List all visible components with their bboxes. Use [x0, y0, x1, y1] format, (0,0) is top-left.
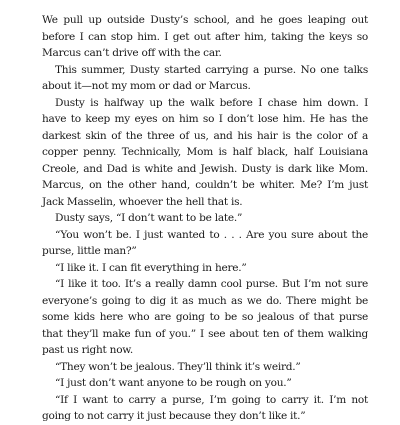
paragraph: We pull up outside Dusty’s school, and he goes leaping out before I can stop him. I get out after him, taking the keys so Marcus can’t drive off with the car.	[42, 14, 368, 59]
paragraph: “They won’t be jealous. They’ll think it’s weird.”	[55, 360, 301, 373]
page-body-text	[42, 12, 368, 425]
paragraph: This summer, Dusty started carrying a purse. No one talks about it—not my mom or dad or Marcus.	[42, 63, 368, 92]
paragraph: “If I want to carry a purse, I’m going to carry it. I’m not going to not carry it just because they don’t like it.”	[42, 393, 368, 422]
paragraph: “I like it too. It’s a really damn cool purse. But I’m not sure everyone’s going to dig it as much as we do. There might be some kids here who are going to be so jealous of that purse that they’ll make fun of you.” I see about ten of them walking past us right now.	[42, 278, 368, 356]
paragraph: “I like it. I can fit everything in here.”	[55, 261, 247, 274]
paragraph: Dusty is halfway up the walk before I chase him down. I have to keep my eyes on him so I don’t lose him. He has the darkest skin of the three of us, and his hair is the color of a copper penny. Technically, Mom is half black, half Louisiana Creole, and Dad is white and Jewish. Dusty is dark like Mom. Marcus, on the other hand, couldn’t be whiter. Me? I’m just Jack Masselin, whoever the hell that is.	[42, 96, 368, 208]
paragraph: “I just don’t want anyone to be rough on you.”	[55, 377, 292, 389]
paragraph: “You won’t be. I just wanted to . . . Are you sure about the purse, little man?”	[42, 228, 368, 257]
paragraph: Dusty says, “I don’t want to be late.”	[55, 212, 243, 224]
